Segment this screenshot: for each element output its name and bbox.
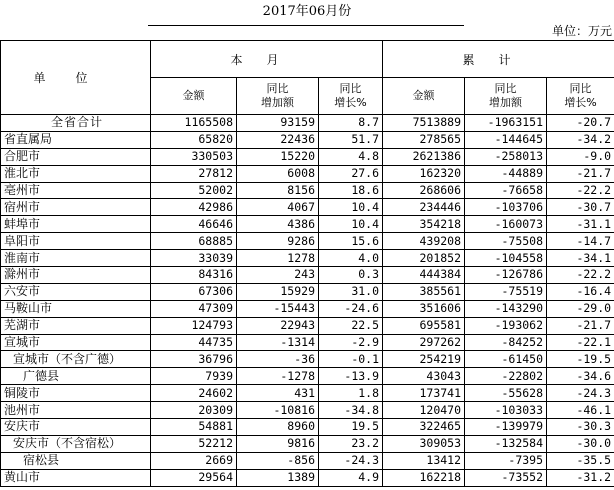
- row-name-cell: 蚌埠市: [1, 216, 151, 233]
- value-cell: -34.2: [547, 131, 614, 148]
- value-cell: 309053: [383, 435, 465, 452]
- value-cell: -24.3: [319, 452, 383, 469]
- table-row: [1, 148, 614, 165]
- table-row: [1, 131, 614, 148]
- header-cumulative: 累计: [383, 41, 614, 78]
- title-underline: [148, 25, 464, 26]
- value-cell: -76658: [465, 182, 547, 199]
- row-name-cell: 省直属局: [1, 131, 151, 148]
- table-row: [1, 419, 614, 436]
- table-row: [1, 182, 614, 199]
- value-cell: 4.8: [319, 148, 383, 165]
- value-cell: 6008: [237, 165, 319, 182]
- value-cell: -21.7: [547, 165, 614, 182]
- value-cell: 44735: [151, 334, 237, 351]
- report-title: 2017年06月份: [262, 4, 352, 19]
- value-cell: -30.3: [547, 419, 614, 436]
- value-cell: 19.5: [319, 419, 383, 436]
- value-cell: 24602: [151, 385, 237, 402]
- value-cell: -9.0: [547, 148, 614, 165]
- value-cell: 27.6: [319, 165, 383, 182]
- value-cell: 278565: [383, 131, 465, 148]
- value-cell: 297262: [383, 334, 465, 351]
- value-cell: -34.8: [319, 402, 383, 419]
- value-cell: -144645: [465, 131, 547, 148]
- row-name-cell: 宣城市: [1, 334, 151, 351]
- table-row: [1, 452, 614, 469]
- value-cell: 322465: [383, 419, 465, 436]
- value-cell: -22.2: [547, 182, 614, 199]
- value-cell: -139979: [465, 419, 547, 436]
- table-row: [1, 402, 614, 419]
- value-cell: 431: [237, 385, 319, 402]
- value-cell: -143290: [465, 300, 547, 317]
- value-cell: 4.0: [319, 250, 383, 267]
- row-name-cell: 池州市: [1, 402, 151, 419]
- table-row: [1, 199, 614, 216]
- value-cell: 354218: [383, 216, 465, 233]
- value-cell: -132584: [465, 435, 547, 452]
- value-cell: 268606: [383, 182, 465, 199]
- value-cell: 162320: [383, 165, 465, 182]
- value-cell: 120470: [383, 402, 465, 419]
- row-name-cell: 全省合计: [1, 115, 151, 132]
- value-cell: 1278: [237, 250, 319, 267]
- value-cell: 2669: [151, 452, 237, 469]
- value-cell: 8960: [237, 419, 319, 436]
- value-cell: 22.5: [319, 317, 383, 334]
- revenue-table: [0, 40, 614, 487]
- value-cell: -856: [237, 452, 319, 469]
- row-name-cell: 广德县: [1, 368, 151, 385]
- value-cell: 67306: [151, 283, 237, 300]
- value-cell: 31.0: [319, 283, 383, 300]
- value-cell: 10.4: [319, 199, 383, 216]
- value-cell: -36: [237, 351, 319, 368]
- value-cell: 7939: [151, 368, 237, 385]
- value-cell: 29564: [151, 469, 237, 486]
- value-cell: 42986: [151, 199, 237, 216]
- value-cell: 52002: [151, 182, 237, 199]
- value-cell: -34.1: [547, 250, 614, 267]
- table-row: [1, 300, 614, 317]
- value-cell: -1314: [237, 334, 319, 351]
- value-cell: -160073: [465, 216, 547, 233]
- value-cell: -34.6: [547, 368, 614, 385]
- table-row: [1, 385, 614, 402]
- value-cell: -35.5: [547, 452, 614, 469]
- table-row: [1, 250, 614, 267]
- value-cell: -13.9: [319, 368, 383, 385]
- value-cell: -0.1: [319, 351, 383, 368]
- value-cell: -7395: [465, 452, 547, 469]
- value-cell: 65820: [151, 131, 237, 148]
- header-cum-amount: 金额: [383, 78, 465, 115]
- value-cell: -193062: [465, 317, 547, 334]
- value-cell: 330503: [151, 148, 237, 165]
- header-cum-yoy-growth: 同比 增长%: [547, 78, 614, 115]
- table-row: [1, 233, 614, 250]
- table-row: [1, 368, 614, 385]
- value-cell: -22.1: [547, 334, 614, 351]
- value-cell: 124793: [151, 317, 237, 334]
- value-cell: 33039: [151, 250, 237, 267]
- value-cell: 46646: [151, 216, 237, 233]
- row-name-cell: 马鞍山市: [1, 300, 151, 317]
- header-cum-yoy-increase: 同比 增加额: [465, 78, 547, 115]
- value-cell: 18.6: [319, 182, 383, 199]
- row-name-cell: 安庆市: [1, 419, 151, 436]
- table-row: [1, 165, 614, 182]
- value-cell: 9816: [237, 435, 319, 452]
- row-name-cell: 安庆市（不含宿松）: [1, 435, 151, 452]
- value-cell: 51.7: [319, 131, 383, 148]
- value-cell: -84252: [465, 334, 547, 351]
- value-cell: -16.4: [547, 283, 614, 300]
- row-name-cell: 黄山市: [1, 469, 151, 486]
- value-cell: -73552: [465, 469, 547, 486]
- row-name-cell: 宿松县: [1, 452, 151, 469]
- value-cell: 162218: [383, 469, 465, 486]
- value-cell: -14.7: [547, 233, 614, 250]
- value-cell: 4067: [237, 199, 319, 216]
- value-cell: 54881: [151, 419, 237, 436]
- value-cell: 234446: [383, 199, 465, 216]
- row-name-cell: 合肥市: [1, 148, 151, 165]
- value-cell: -24.3: [547, 385, 614, 402]
- value-cell: 84316: [151, 267, 237, 284]
- value-cell: -22.2: [547, 267, 614, 284]
- value-cell: -31.2: [547, 469, 614, 486]
- row-name-cell: 铜陵市: [1, 385, 151, 402]
- row-name-cell: 六安市: [1, 283, 151, 300]
- value-cell: -19.5: [547, 351, 614, 368]
- value-cell: 351606: [383, 300, 465, 317]
- value-cell: -55628: [465, 385, 547, 402]
- header-yoy-growth: 同比 增长%: [319, 78, 383, 115]
- table-row: [1, 216, 614, 233]
- row-name-cell: 亳州市: [1, 182, 151, 199]
- table-row: [1, 115, 614, 132]
- value-cell: 4386: [237, 216, 319, 233]
- value-cell: 22943: [237, 317, 319, 334]
- table-row: [1, 469, 614, 486]
- value-cell: 23.2: [319, 435, 383, 452]
- value-cell: 68885: [151, 233, 237, 250]
- value-cell: 243: [237, 267, 319, 284]
- value-cell: 15.6: [319, 233, 383, 250]
- header-current-month: 本月: [151, 41, 383, 78]
- value-cell: -22802: [465, 368, 547, 385]
- table-row: [1, 317, 614, 334]
- value-cell: 2621386: [383, 148, 465, 165]
- value-cell: 201852: [383, 250, 465, 267]
- row-name-cell: 阜阳市: [1, 233, 151, 250]
- value-cell: -103033: [465, 402, 547, 419]
- value-cell: 43043: [383, 368, 465, 385]
- table-row: [1, 351, 614, 368]
- value-cell: 8156: [237, 182, 319, 199]
- table-row: [1, 435, 614, 452]
- value-cell: 1389: [237, 469, 319, 486]
- value-cell: -75508: [465, 233, 547, 250]
- value-cell: 4.9: [319, 469, 383, 486]
- value-cell: 9286: [237, 233, 319, 250]
- value-cell: 10.4: [319, 216, 383, 233]
- value-cell: -44889: [465, 165, 547, 182]
- value-cell: 20309: [151, 402, 237, 419]
- value-cell: -24.6: [319, 300, 383, 317]
- value-cell: -1963151: [465, 115, 547, 132]
- table-row: [1, 334, 614, 351]
- row-name-cell: 宿州市: [1, 199, 151, 216]
- row-name-cell: 淮南市: [1, 250, 151, 267]
- value-cell: 1165508: [151, 115, 237, 132]
- value-cell: -21.7: [547, 317, 614, 334]
- value-cell: -30.7: [547, 199, 614, 216]
- value-cell: 93159: [237, 115, 319, 132]
- unit-label: 单位：万元: [551, 24, 612, 38]
- row-name-cell: 滁州市: [1, 267, 151, 284]
- header-amount: 金额: [151, 78, 237, 115]
- value-cell: 52212: [151, 435, 237, 452]
- value-cell: -46.1: [547, 402, 614, 419]
- table-row: [1, 267, 614, 284]
- value-cell: -61450: [465, 351, 547, 368]
- value-cell: 15929: [237, 283, 319, 300]
- value-cell: -1278: [237, 368, 319, 385]
- row-name-cell: 宣城市（不含广德）: [1, 351, 151, 368]
- value-cell: -10816: [237, 402, 319, 419]
- row-name-cell: 芜湖市: [1, 317, 151, 334]
- value-cell: -2.9: [319, 334, 383, 351]
- table-row: [1, 283, 614, 300]
- row-name-cell: 淮北市: [1, 165, 151, 182]
- value-cell: 444384: [383, 267, 465, 284]
- value-cell: -15443: [237, 300, 319, 317]
- value-cell: 47309: [151, 300, 237, 317]
- value-cell: -103706: [465, 199, 547, 216]
- value-cell: 36796: [151, 351, 237, 368]
- value-cell: -20.7: [547, 115, 614, 132]
- header-yoy-increase: 同比 增加额: [237, 78, 319, 115]
- value-cell: 254219: [383, 351, 465, 368]
- value-cell: -31.1: [547, 216, 614, 233]
- value-cell: -258013: [465, 148, 547, 165]
- value-cell: -29.0: [547, 300, 614, 317]
- value-cell: 8.7: [319, 115, 383, 132]
- value-cell: 385561: [383, 283, 465, 300]
- value-cell: 1.8: [319, 385, 383, 402]
- value-cell: 15220: [237, 148, 319, 165]
- value-cell: 22436: [237, 131, 319, 148]
- value-cell: 695581: [383, 317, 465, 334]
- header-unit: 单位: [1, 41, 151, 115]
- value-cell: 7513889: [383, 115, 465, 132]
- value-cell: -126786: [465, 267, 547, 284]
- value-cell: -75519: [465, 283, 547, 300]
- value-cell: 13412: [383, 452, 465, 469]
- table-body: [1, 115, 614, 487]
- value-cell: 439208: [383, 233, 465, 250]
- value-cell: 173741: [383, 385, 465, 402]
- value-cell: 0.3: [319, 267, 383, 284]
- value-cell: -104558: [465, 250, 547, 267]
- value-cell: 27812: [151, 165, 237, 182]
- value-cell: -30.0: [547, 435, 614, 452]
